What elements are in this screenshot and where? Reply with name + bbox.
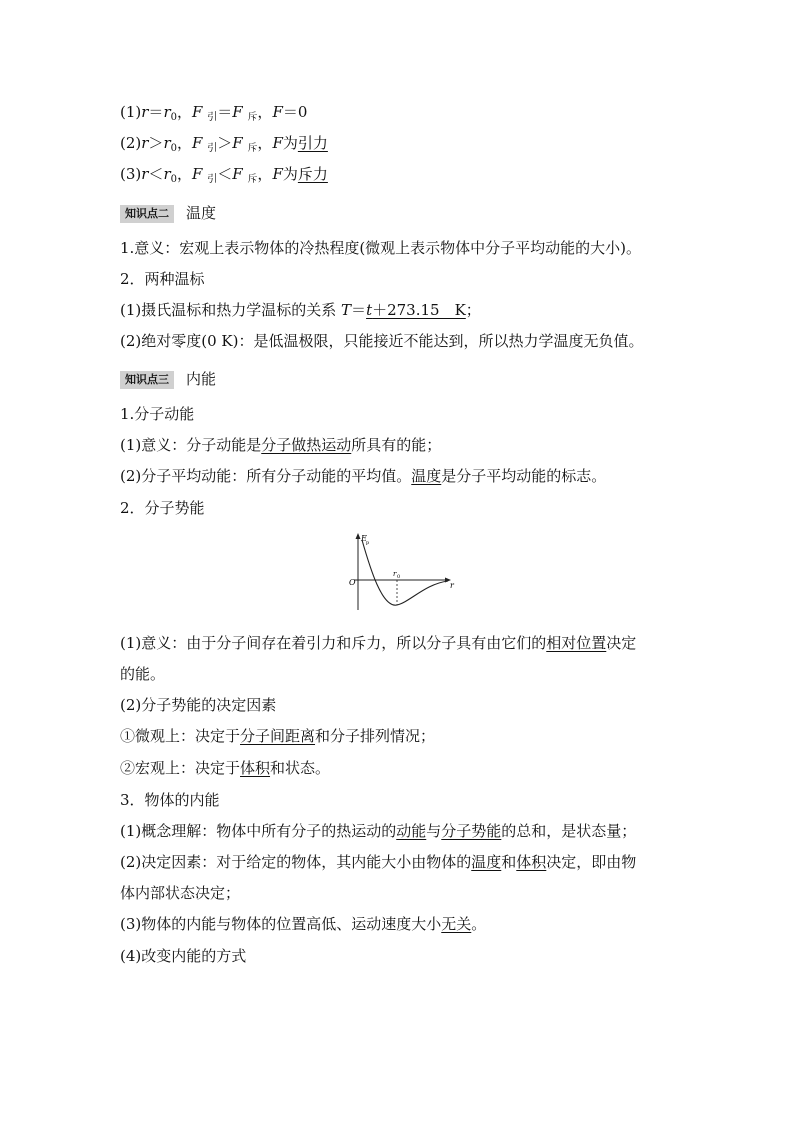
var-f: F — [232, 103, 243, 121]
text: 和分子排列情况； — [315, 727, 436, 745]
relation-sign: ＞ — [217, 134, 233, 152]
x-axis-label: r — [450, 581, 454, 590]
text: (2)绝对零度(0 K)：是低温极限，只能接近不能达到，所以热力学温度无负值。 — [120, 332, 644, 350]
underlined-answer: ＋273.15 K — [372, 301, 466, 319]
section-heading-temperature — [120, 202, 216, 224]
subheading — [120, 789, 220, 811]
var-r0: r — [163, 165, 171, 183]
subheading — [120, 403, 194, 425]
paragraph — [120, 663, 165, 685]
underlined-answer: 分子间距离 — [240, 727, 316, 745]
text: ①微观上：决定于 — [120, 727, 241, 745]
paragraph — [120, 632, 636, 654]
text: 2．两种温标 — [120, 270, 205, 288]
force-line-3 — [120, 163, 328, 191]
section-heading-internal-energy — [120, 368, 216, 390]
text: (2)决定因素：对于给定的物体，其内能大小由物体的 — [120, 853, 472, 871]
y-axis-arrow — [356, 533, 361, 539]
paragraph — [120, 725, 435, 747]
var-r: r — [141, 165, 149, 183]
text: 的能。 — [120, 665, 166, 683]
subheading — [120, 497, 205, 519]
underlined-answer: 分子做热运动 — [261, 436, 352, 454]
separator: ， — [176, 103, 192, 121]
var-f: F — [232, 134, 243, 152]
paragraph — [120, 820, 636, 842]
underlined-answer: 分子势能 — [441, 822, 502, 840]
subscript: 0 — [170, 174, 177, 185]
var-r0: r — [163, 103, 171, 121]
text: 是分子平均动能的标志。 — [441, 467, 607, 485]
underlined-answer: 斥力 — [297, 165, 328, 183]
text: (2)分子平均动能：所有分子动能的平均值。 — [120, 467, 412, 485]
separator: ， — [257, 165, 273, 183]
section-title: 温度 — [186, 204, 217, 222]
subscript: 斥 — [247, 112, 258, 123]
text: (4)改变内能的方式 — [120, 947, 247, 965]
separator: ， — [176, 134, 192, 152]
item-number: (3) — [120, 165, 142, 183]
var-r: r — [141, 103, 149, 121]
var-f: F — [272, 103, 283, 121]
text: 1.分子动能 — [120, 405, 195, 423]
underlined-answer: 体积 — [240, 759, 271, 777]
potential-energy-graph — [340, 530, 460, 615]
subscript: 引 — [207, 174, 218, 185]
text: (1)摄氏温标和热力学温标的关系 — [120, 301, 342, 319]
paragraph — [120, 913, 486, 935]
y-axis-label: E — [361, 534, 367, 543]
text: 与 — [426, 822, 442, 840]
paragraph — [120, 757, 330, 779]
y-axis-subscript: p — [366, 540, 370, 546]
relation-sign: ＞ — [148, 134, 164, 152]
separator: ， — [176, 165, 192, 183]
paragraph — [120, 434, 441, 456]
var-r0: r — [163, 134, 171, 152]
underlined-answer: 温度 — [411, 467, 442, 485]
paragraph — [120, 882, 240, 904]
separator: ， — [257, 134, 273, 152]
r0-label: r — [393, 570, 397, 578]
origin-label: O — [349, 578, 356, 587]
subscript: 引 — [207, 112, 218, 123]
paragraph — [120, 851, 636, 873]
underlined-answer: 引力 — [297, 134, 328, 152]
relation-sign: ＜ — [217, 165, 233, 183]
r0-subscript: 0 — [397, 574, 401, 580]
equals-zero: ＝0 — [282, 103, 308, 121]
relation-sign: ＜ — [148, 165, 164, 183]
text: 3．物体的内能 — [120, 791, 220, 809]
var-r: r — [141, 134, 149, 152]
paragraph-temperature-relation — [120, 299, 481, 321]
text: (1)概念理解：物体中所有分子的热运动的 — [120, 822, 397, 840]
force-line-2 — [120, 132, 328, 160]
equals-sign: ＝ — [148, 103, 164, 121]
text: 的总和，是状态量； — [501, 822, 637, 840]
text: 为 — [282, 165, 298, 183]
var-f: F — [192, 165, 203, 183]
var-f: F — [192, 103, 203, 121]
potential-energy-curve — [362, 540, 448, 605]
equals-sign: ＝ — [217, 103, 233, 121]
var-T: T — [341, 301, 352, 319]
text: 决定 — [606, 634, 637, 652]
paragraph — [120, 237, 641, 259]
equals-sign: ＝ — [351, 301, 367, 319]
underlined-answer: 温度 — [471, 853, 502, 871]
underlined-answer: 无关 — [441, 915, 472, 933]
paragraph — [120, 945, 246, 967]
var-f: F — [272, 134, 283, 152]
text: 和状态。 — [270, 759, 331, 777]
paragraph — [120, 694, 276, 716]
text: 和 — [501, 853, 517, 871]
text: 体内部状态决定； — [120, 884, 241, 902]
force-line-1 — [120, 101, 307, 129]
text: (1)意义：分子动能是 — [120, 436, 262, 454]
item-number: (1) — [120, 103, 142, 121]
paragraph — [120, 330, 643, 352]
knowledge-point-badge: 知识点二 — [120, 205, 174, 223]
var-f: F — [272, 165, 283, 183]
var-f: F — [192, 134, 203, 152]
subscript: 斥 — [247, 143, 258, 154]
text: ； — [465, 301, 481, 319]
text: 决定，即由物 — [546, 853, 637, 871]
var-f: F — [232, 165, 243, 183]
paragraph — [120, 465, 606, 487]
text: 1.意义：宏观上表示物体的冷热程度(微观上表示物体中分子平均动能的大小)。 — [120, 239, 642, 257]
subheading — [120, 268, 205, 290]
item-number: (2) — [120, 134, 142, 152]
subscript: 引 — [207, 143, 218, 154]
text: 所具有的能； — [351, 436, 442, 454]
text: 2．分子势能 — [120, 499, 205, 517]
text: 。 — [471, 915, 487, 933]
subscript: 0 — [170, 143, 177, 154]
knowledge-point-badge: 知识点三 — [120, 371, 174, 389]
subscript: 斥 — [247, 174, 258, 185]
text: (1)意义：由于分子间存在着引力和斥力，所以分子具有由它们的 — [120, 634, 547, 652]
subscript: 0 — [170, 112, 177, 123]
underlined-answer: 相对位置 — [546, 634, 607, 652]
underlined-answer: 体积 — [516, 853, 547, 871]
section-title: 内能 — [186, 370, 217, 388]
text: (3)物体的内能与物体的位置高低、运动速度大小 — [120, 915, 442, 933]
text: (2)分子势能的决定因素 — [120, 696, 277, 714]
underlined-answer: 动能 — [396, 822, 427, 840]
text: ②宏观上：决定于 — [120, 759, 241, 777]
text: 为 — [282, 134, 298, 152]
var-t: t — [366, 301, 373, 319]
separator: ， — [257, 103, 273, 121]
